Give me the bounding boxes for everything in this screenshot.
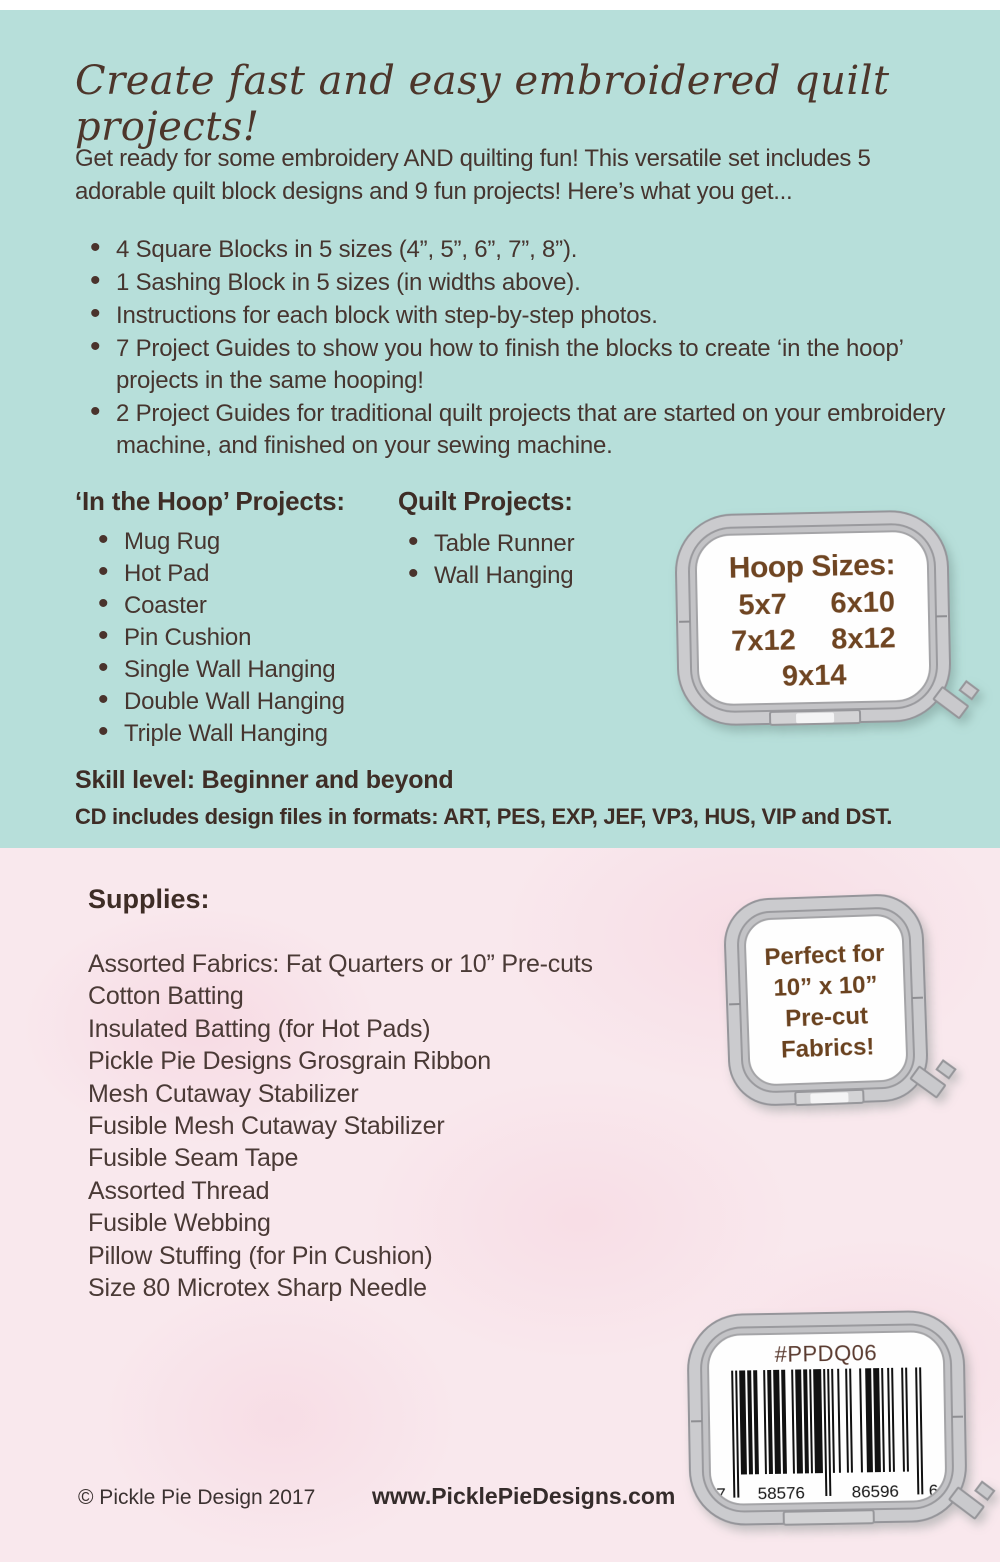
- hoop-inner: [707, 1330, 948, 1506]
- precut-fabrics-badge: [722, 893, 929, 1108]
- feature-item: • 7 Project Guides to show you how to finish the blocks to create ‘in the hoop’ projects in the same hooping!: [88, 333, 960, 397]
- supply-item: Cotton Batting: [88, 982, 244, 1011]
- barcode-badge: [686, 1310, 968, 1527]
- hoop-size: 8x12: [830, 622, 897, 656]
- list-item: • Hot Pad: [96, 558, 396, 590]
- hoop-sizes-grid: [712, 584, 914, 696]
- supply-item: Mesh Cutaway Stabilizer: [88, 1079, 359, 1108]
- hoop-notch-icon: [912, 997, 923, 999]
- supply-item: Fusible Seam Tape: [88, 1144, 299, 1173]
- website-url: www.PicklePieDesigns.com: [372, 1483, 676, 1509]
- barcode-digit: 86596: [851, 1481, 900, 1502]
- hoop-tab-slider: [796, 713, 834, 724]
- in-the-hoop-projects-list: [96, 526, 396, 750]
- supply-item: Size 80 Microtex Sharp Needle: [88, 1274, 427, 1303]
- barcode-digit: 7: [716, 1484, 726, 1504]
- supply-item: Insulated Batting (for Hot Pads): [88, 1014, 431, 1043]
- list-item: • Table Runner: [406, 528, 646, 560]
- supply-item: Pillow Stuffing (for Pin Cushion): [88, 1241, 433, 1270]
- hoop-notch-icon: [691, 1420, 702, 1422]
- barcode-digit: 6: [928, 1481, 939, 1501]
- hoop-notch-icon: [729, 1003, 740, 1005]
- sku-number: #PPDQ06: [774, 1340, 878, 1367]
- list-item: • Pin Cushion: [96, 622, 396, 654]
- skill-level-text: Skill level: Beginner and beyond: [75, 766, 454, 794]
- list-item: • Double Wall Hanging: [96, 686, 396, 718]
- feature-item: • Instructions for each block with step-by-step photos.: [88, 300, 960, 332]
- hoop-inner: [743, 913, 909, 1086]
- intro-text: Get ready for some embroidery AND quilting fun! This versatile set includes 5 adorable quilt block designs and 9 fun projects! Here’s what you get...: [75, 145, 871, 205]
- precut-badge-text: Perfect for 10” x 10” Pre-cut Fabrics!: [763, 939, 885, 1064]
- list-item: • Coaster: [96, 590, 396, 622]
- hoop-ring: [686, 1310, 968, 1527]
- hoop-size: 6x10: [830, 586, 896, 620]
- hoop-lip: [736, 906, 916, 1094]
- supplies-list: [88, 948, 708, 1304]
- copyright-text: © Pickle Pie Design 2017: [78, 1486, 316, 1509]
- hoop-notch-icon: [936, 615, 947, 617]
- in-the-hoop-projects-heading: ‘In the Hoop’ Projects:: [75, 486, 345, 516]
- upc-barcode: [716, 1367, 939, 1504]
- feature-item: • 2 Project Guides for traditional quilt projects that are started on your embroidery machine, and finished on your sewing machine.: [88, 398, 960, 462]
- quilt-projects-heading: Quilt Projects:: [398, 486, 573, 516]
- list-item: • Single Wall Hanging: [96, 654, 396, 686]
- hoop-sizes-badge: [674, 509, 952, 727]
- supply-item: Fusible Webbing: [88, 1209, 271, 1238]
- hoop-size: 5x7: [738, 588, 788, 622]
- hoop-ring: [674, 509, 952, 727]
- hoop-notch-icon: [952, 1416, 963, 1418]
- supply-item: Fusible Mesh Cutaway Stabilizer: [88, 1112, 445, 1141]
- supply-item: Assorted Thread: [88, 1176, 270, 1205]
- cd-formats-text: CD includes design files in formats: ART, PES, EXP, JEF, VP3, HUS, VIP and DST.: [75, 804, 893, 829]
- list-item: • Triple Wall Hanging: [96, 718, 396, 750]
- hoop-tab: [783, 1509, 875, 1526]
- hoop-size: 7x12: [730, 624, 797, 658]
- quilt-projects-list: [406, 528, 646, 592]
- list-item: • Mug Rug: [96, 526, 396, 558]
- list-item: • Wall Hanging: [406, 560, 646, 592]
- page-title: Create fast and easy embroidered quilt projects!: [75, 58, 890, 150]
- feature-list: [88, 234, 960, 463]
- hoop-ring: [722, 893, 929, 1108]
- hoop-tab-slider: [810, 1092, 848, 1103]
- feature-item: • 4 Square Blocks in 5 sizes (4”, 5”, 6”, 7”, 8”).: [88, 234, 960, 266]
- hoop-inner: [694, 530, 932, 707]
- hoop-sizes-title: Hoop Sizes:: [728, 548, 896, 585]
- hoop-notch-icon: [679, 621, 690, 623]
- hoop-size: 9x14: [781, 659, 847, 693]
- supply-item: Assorted Fabrics: Fat Quarters or 10” Pre-cuts: [88, 950, 593, 978]
- hoop-lip: [699, 1323, 954, 1513]
- supplies-heading: Supplies:: [88, 884, 210, 914]
- supply-item: Pickle Pie Designs Grosgrain Ribbon: [88, 1047, 491, 1076]
- hoop-lip: [687, 522, 939, 713]
- barcode-digit: 58576: [757, 1483, 806, 1504]
- feature-item: • 1 Sashing Block in 5 sizes (in widths above).: [88, 267, 960, 299]
